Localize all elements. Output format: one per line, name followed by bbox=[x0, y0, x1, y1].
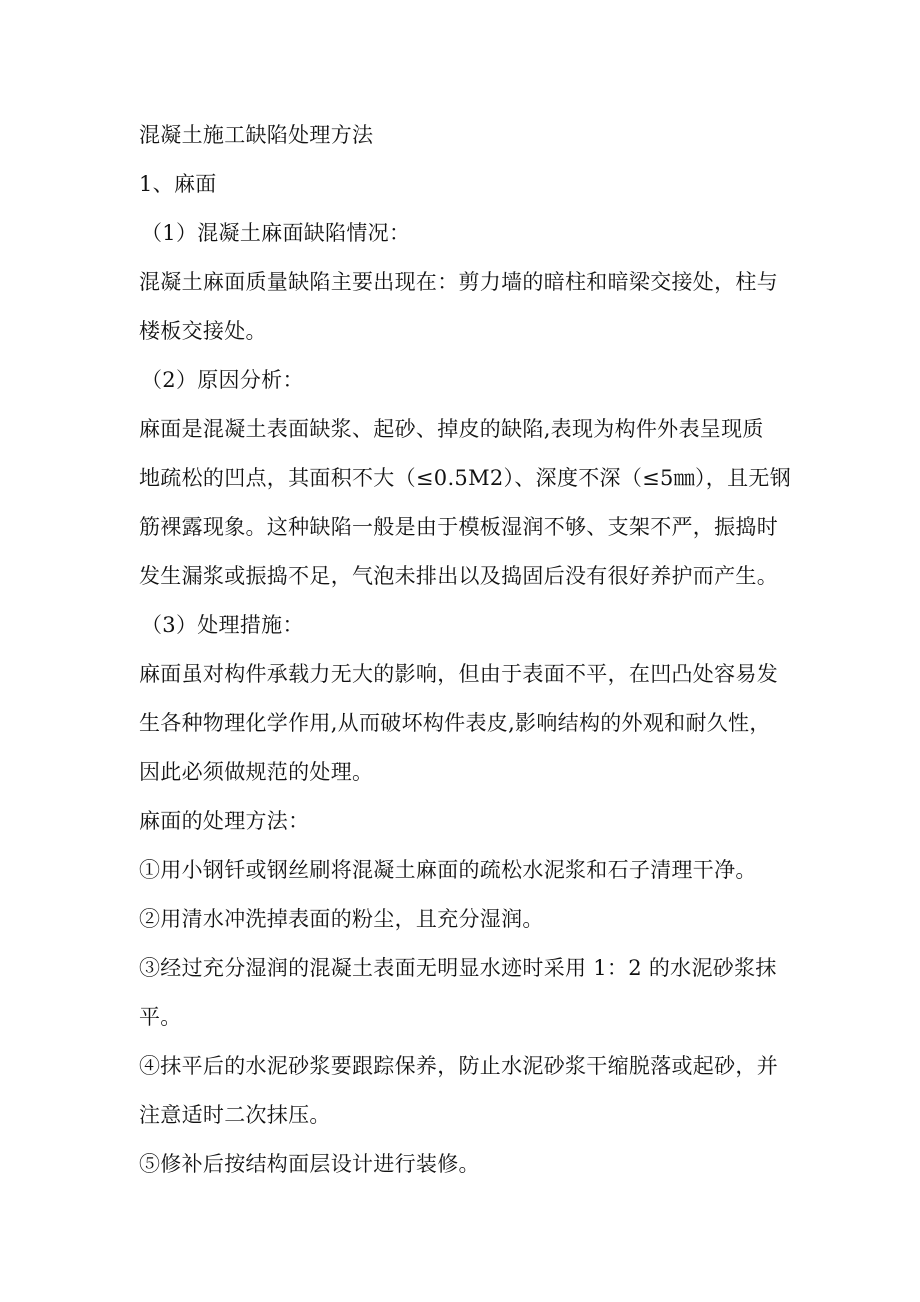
list-item-continued: 平。 bbox=[139, 1005, 182, 1029]
list-item: ③经过充分湿润的混凝土表面无明显水迹时采用 1：2 的水泥砂浆抹 bbox=[139, 956, 777, 980]
section-heading: 1、麻面 bbox=[139, 172, 217, 196]
paragraph-line: 生各种物理化学作用,从而破坏构件表皮,影响结构的外观和耐久性， bbox=[139, 711, 771, 735]
subsection-heading: （1）混凝土麻面缺陷情况： bbox=[141, 221, 411, 245]
paragraph-line: 筋裸露现象。这种缺陷一般是由于模板湿润不够、支架不严，振捣时 bbox=[139, 515, 778, 539]
paragraph-line: 楼板交接处。 bbox=[139, 319, 267, 343]
document-title: 混凝土施工缺陷处理方法 bbox=[139, 123, 374, 147]
list-item: ⑤修补后按结构面层设计进行装修。 bbox=[139, 1152, 480, 1176]
list-item: ①用小钢钎或钢丝刷将混凝土麻面的疏松水泥浆和石子清理干净。 bbox=[139, 858, 757, 882]
list-item: ④抹平后的水泥砂浆要跟踪保养，防止水泥砂浆干缩脱落或起砂，并 bbox=[139, 1054, 778, 1078]
document-page bbox=[139, 118, 792, 1181]
list-item: ②用清水冲洗掉表面的粉尘，且充分湿润。 bbox=[139, 907, 544, 931]
paragraph-line: 发生漏浆或振捣不足，气泡未排出以及捣固后没有很好养护而产生。 bbox=[139, 564, 778, 588]
subsection-heading: （3）处理措施： bbox=[141, 613, 304, 637]
paragraph-line: 麻面虽对构件承载力无大的影响，但由于表面不平，在凹凸处容易发 bbox=[139, 662, 778, 686]
paragraph-line: 地疏松的凹点，其面积不大（≤0.5M2）、深度不深（≤5㎜），且无钢 bbox=[139, 466, 792, 490]
paragraph-line: 混凝土麻面质量缺陷主要出现在：剪力墙的暗柱和暗梁交接处，柱与 bbox=[139, 270, 778, 294]
subsection-heading: （2）原因分析： bbox=[141, 368, 304, 392]
paragraph-line: 因此必须做规范的处理。 bbox=[139, 760, 374, 784]
method-heading: 麻面的处理方法： bbox=[139, 809, 310, 833]
paragraph-line: 麻面是混凝土表面缺浆、起砂、掉皮的缺陷,表现为构件外表呈现质 bbox=[139, 417, 764, 441]
list-item-continued: 注意适时二次抹压。 bbox=[139, 1103, 331, 1127]
